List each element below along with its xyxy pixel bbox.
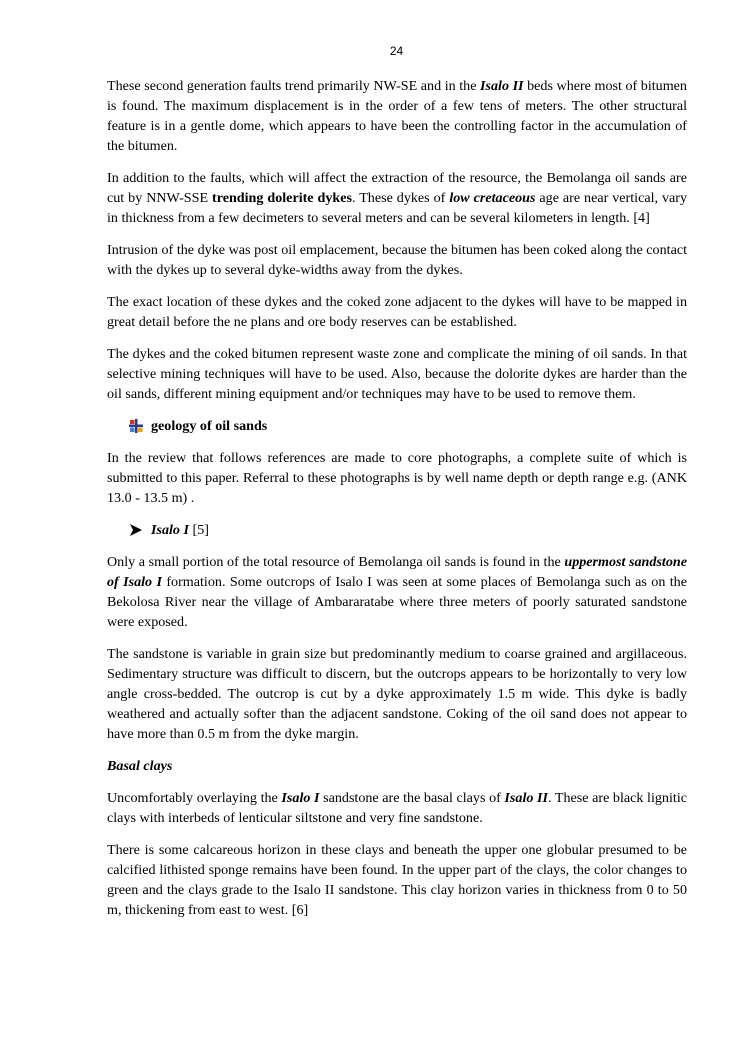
page-number: 24 (389, 44, 404, 58)
document-body (107, 76, 687, 932)
cross-bullet-icon (129, 419, 143, 433)
paragraph-basal-clays: Uncomfortably overlaying the Isalo I sandstone are the basal clays of Isalo II. These are black lignitic clays with interbeds of lenticular siltstone and very fine sandstone. (107, 790, 687, 826)
paragraph-dykes: In addition to the faults, which will affect the extraction of the resource, the Bemolanga oil sands are cut by NNW-SSE trending dolerite dykes. These dykes of low cretaceous age are near vertical, vary in thickness from a few decimeters to several meters and can be several kilometers in length. [4] (107, 170, 688, 226)
paragraph-sandstone: The sandstone is variable in grain size but predominantly medium to coarse grained and argillaceous. Sedimentary structure was difficult to discern, but the outcrops appears to be horizontally to very low angle cross-bedded. The outcrop is cut by a dyke approximately 1.5 m wide. This dyke is badly weathered and actually softer than the adjacent sandstone. Coking of the oil sand does not appear to have more than 0.5 m from the dyke margin. (107, 646, 687, 742)
paragraph-location: The exact location of these dykes and the coked zone adjacent to the dykes will have to be mapped in great detail before the ne plans and ore body reserves can be established. (107, 294, 687, 330)
heading-reference: [5] (189, 522, 209, 538)
heading-text: geology of oil sands (151, 418, 268, 434)
heading-basal-clays: Basal clays (107, 758, 173, 774)
heading-isalo-i (107, 520, 687, 540)
arrow-bullet-icon (129, 523, 143, 537)
heading-text: Isalo I (151, 522, 189, 538)
paragraph-calcareous-horizon: There is some calcareous horizon in these clays and beneath the upper one globular presumed to be calcified lithisted sponge remains have been found. In the upper part of the clays, the color changes to green and the clays grade to the Isalo II sandstone. This clay horizon varies in thickness from 0 to 50 m, thickening from east to west. [6] (107, 842, 687, 918)
paragraph-faults: These second generation faults trend primarily NW-SE and in the Isalo II beds where most of bitumen is found. The maximum displacement is in the order of a few tens of meters. The other structural feature is in a gentle dome, which appears to have been the controlling factor in the accumulation of the bitumen. (107, 78, 687, 154)
paragraph-intrusion: Intrusion of the dyke was post oil emplacement, because the bitumen has been coked along the contact with the dykes up to several dyke-widths away from the dykes. (107, 242, 687, 278)
paragraph-core-photographs: In the review that follows references are made to core photographs, a complete suite of which is submitted to this paper. Referral to these photographs is by well name depth or depth range e.g. (ANK 13.0 - 13.5 m) . (107, 450, 687, 506)
heading-geology-of-oil-sands (107, 416, 687, 436)
paragraph-waste-zone: The dykes and the coked bitumen represent waste zone and complicate the mining of oil sands. In that selective mining techniques will have to be used. Also, because the dolorite dykes are harder than the oil sands, different mining equipment and/or techniques may have to be used to remove them. (107, 346, 687, 402)
paragraph-isalo-i-portion: Only a small portion of the total resource of Bemolanga oil sands is found in the uppermost sandstone of Isalo I formation. Some outcrops of Isalo I was seen at some places of Bemolanga such as on the Bekolosa River near the village of Ambararatabe where three meters of poorly saturated sandstone were exposed. (107, 554, 687, 630)
